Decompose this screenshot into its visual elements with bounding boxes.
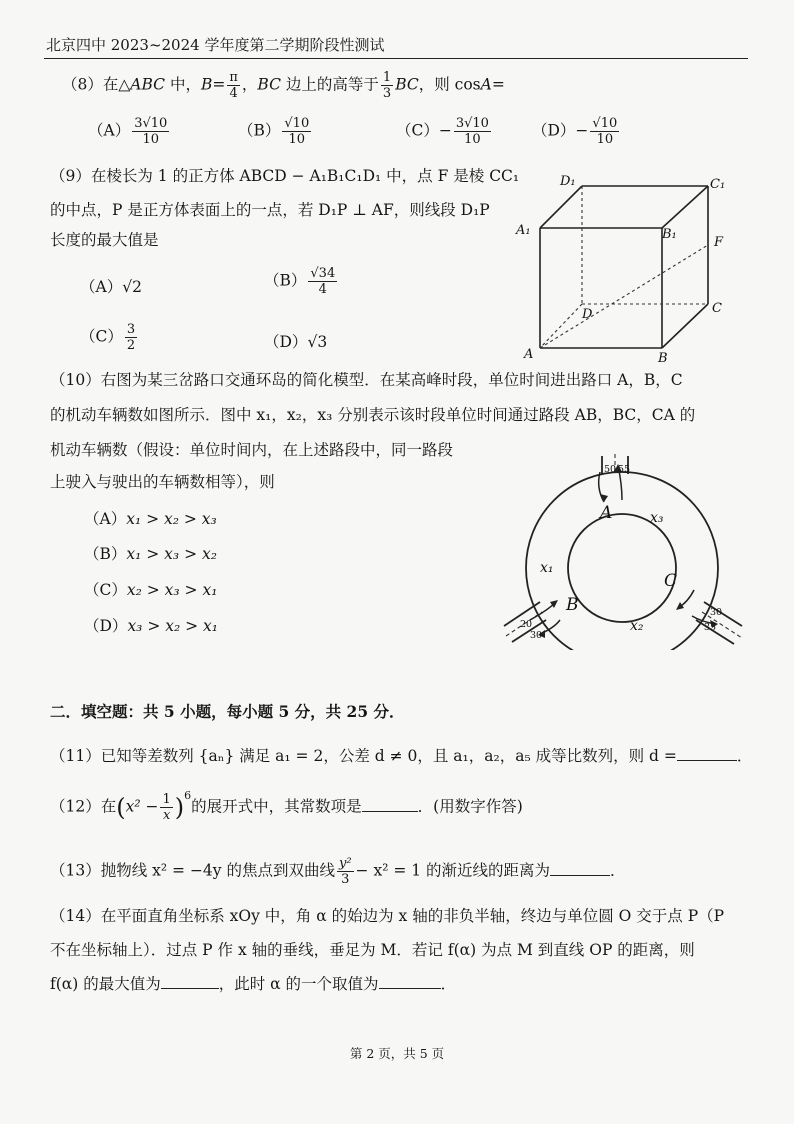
q8-eq2: = [491,75,505,94]
q8-frac-num: π [229,70,238,85]
q10-option-b-label: （B） [84,545,127,563]
q8-eq: = [212,75,226,94]
q8-option-b-den: 10 [288,132,306,147]
cube-label-a: A [524,347,534,362]
q8-option-d-den: 10 [596,132,614,147]
q9-option-c-num: 3 [126,322,136,337]
q10-line4: 上驶入与驶出的车辆数相等），则 [50,473,275,491]
q12-answer-blank[interactable] [362,811,418,812]
roundabout-c-out: 35 [704,622,717,633]
q11-end: ． [736,747,753,765]
q10-option-b[interactable] [84,542,217,564]
q8-option-c-label: （C）− [396,121,452,140]
q12-exponent: 6 [184,789,192,803]
q10-line1: （10）右图为某三岔路口交通环岛的简化模型．在某高峰时段，单位时间进出路口 A，B，C [50,371,683,389]
q8-option-d[interactable] [532,116,621,147]
q8-third-den: 3 [382,86,392,101]
q12-suffix: 的展开式中，其常数项是 [191,797,362,816]
q8-text-mid2: 边上的高等于 [280,75,379,94]
q9-option-c-den: 2 [126,338,136,353]
q10-line2: 的机动车辆数如图所示．图中 x₁，x₂，x₃ 分别表示该时段单位时间通过路段 AB，BC，CA 的 [50,406,696,424]
q8-option-b-num: √10 [284,116,310,131]
header-rule [44,58,748,59]
q14-line2: 不在坐标轴上）．过点 P 作 x 轴的垂线，垂足为 M．若记 f(α) 为点 M 到直线 OP 的距离，则 [50,941,695,959]
q8-option-c-den: 10 [464,132,481,147]
cube-label-c: C [712,301,722,316]
q10-line3: 机动车辆数（假设：单位时间内，在上述路段中，同一路段 [50,441,454,459]
q8-option-c-num: 3√10 [455,116,489,131]
q8-option-d-label: （D）− [532,121,589,140]
q8-var-a: A [480,75,492,94]
q8-option-a[interactable] [88,116,171,147]
q13-frac-num: y² [338,856,352,871]
roundabout-label-c: C [664,571,678,591]
q8-stem [62,70,505,101]
roundabout-b-out: 30 [530,630,543,641]
roundabout-a-in: 50 [604,464,617,475]
q12-stem [50,789,523,823]
roundabout-label-x1: x₁ [540,560,554,576]
q9-option-c[interactable] [80,322,139,353]
page-header-title: 北京四中 2023~2024 学年度第二学期阶段性测试 [46,36,385,54]
q8-frac-den: 4 [229,86,238,101]
q8-option-a-den: 10 [142,132,160,147]
q8-var-b: B [200,75,213,94]
q13-prefix: （13）抛物线 x² = −4y 的焦点到双曲线 [50,861,335,880]
cube-label-b1: B₁ [662,227,677,242]
q9-line3: 长度的最大值是 [50,231,159,249]
q13-end: ． [610,861,626,880]
section-2-title: 二．填空题：共 5 小题，每小题 5 分，共 25 分． [50,702,405,721]
q8-angle-fraction [227,70,240,101]
q9-option-a-value: √2 [122,278,142,296]
q9-option-b-num: √34 [310,266,336,281]
q14-line3-end: ． [440,975,457,993]
q12-end: ．(用数字作答) [417,797,523,816]
q12-frac-den: x [162,808,171,823]
q14-answer-blank-1[interactable] [161,988,219,989]
q12-prefix: （12）在 [50,797,117,816]
q8-var-bc: BC [257,75,281,94]
page-footer: 第 2 页，共 5 页 [349,1046,445,1061]
roundabout-label-b: B [566,595,579,615]
cube-label-d1: D₁ [560,174,576,189]
q8-option-d-value [590,116,619,147]
roundabout-a-out: 55 [618,464,631,475]
roundabout-c-in: 30 [710,607,723,618]
q9-option-c-label: （C） [80,327,123,346]
q8-option-a-label: （A） [88,121,131,140]
q10-option-d[interactable] [84,614,218,636]
q12-x2: x² − [125,797,159,816]
q11-stem [50,746,752,766]
q12-fraction [160,792,172,823]
q14-line1: （14）在平面直角坐标系 xOy 中，角 α 的始边为 x 轴的非负半轴，终边与单位圆 O 交于点 P（P [50,907,725,925]
q8-option-c-value [454,116,491,147]
q9-line2: 的中点，P 是正方体表面上的一点，若 D₁P ⊥ AF，则线段 D₁P [50,201,490,219]
q9-option-b-den: 4 [318,282,327,297]
q8-option-a-num: 3√10 [134,116,168,131]
q12-paren-right: ) [174,793,185,822]
q8-option-c[interactable] [396,116,493,147]
q8-var-bc2: BC [395,75,419,94]
q9-option-a-label: （A） [80,278,123,296]
q8-option-b[interactable] [238,116,313,147]
cube-label-d: D [582,307,593,322]
roundabout-b-in: 20 [520,619,533,630]
q11-text: （11）已知等差数列 {aₙ} 满足 a₁ = 2，公差 d ≠ 0，且 a₁，a₂，a₅ 成等比数列，则 d = [50,747,677,765]
cube-label-b: B [658,351,668,366]
q14-answer-blank-2[interactable] [379,988,441,989]
q8-triangle-abc: ABC [130,75,166,94]
q8-third-fraction [381,70,393,101]
q9-option-b-label: （B） [264,271,307,290]
roundabout-label-x2: x₂ [630,618,644,634]
cube-diagram [512,168,742,368]
q9-option-a[interactable] [80,275,142,297]
q10-option-a-label: （A） [84,510,127,528]
cube-label-c1: C₁ [710,177,726,192]
q8-comma: ， [241,75,258,94]
cube-label-a1: A₁ [516,223,531,238]
q13-frac-den: 3 [341,872,350,887]
q8-third-num: 1 [382,70,392,85]
q10-option-d-label: （D） [84,617,128,635]
q8-option-b-label: （B） [238,121,281,140]
q13-fraction [337,856,354,887]
q9-line1: （9）在棱长为 1 的正方体 ABCD − A₁B₁C₁D₁ 中，点 F 是棱 CC₁ [50,167,520,185]
q14-line3-mid: ，此时 α 的一个取值为 [218,975,379,993]
q9-option-b[interactable] [264,266,339,297]
q12-paren-left: ( [116,793,126,822]
roundabout-label-x3: x₃ [650,510,664,526]
cube-label-f: F [714,235,724,250]
q8-option-d-num: √10 [592,116,618,131]
q12-frac-num: 1 [162,792,171,807]
q13-suffix: − x² = 1 的渐近线的距离为 [355,861,551,880]
q9-option-b-value [308,266,337,297]
q9-option-d-value: √3 [307,333,328,351]
q10-option-a[interactable] [84,507,217,529]
q9-option-d[interactable] [264,330,327,352]
q9-option-c-value [125,322,137,353]
q8-text-end: ，则 cos [418,75,481,94]
q11-answer-blank[interactable] [677,760,737,761]
q10-option-c-label: （C） [84,581,127,599]
q10-option-b-value: x₁ > x₃ > x₂ [126,545,217,563]
q8-option-a-value [132,116,169,147]
q13-stem [50,856,626,887]
roundabout-label-a: A [600,503,613,523]
q14-line3 [50,974,456,994]
q8-text-mid1: 中， [165,75,201,94]
q10-option-c[interactable] [84,578,217,600]
q9-option-d-label: （D） [264,333,308,351]
q10-option-a-value: x₁ > x₂ > x₃ [126,510,217,528]
q10-option-c-value: x₂ > x₃ > x₁ [126,581,218,599]
q13-answer-blank[interactable] [550,875,610,876]
q8-option-b-value [282,116,311,147]
roundabout-diagram [496,452,752,650]
q8-text-prefix: （8）在△ [62,75,131,94]
q14-line3-prefix: f(α) 的最大值为 [50,975,161,993]
q10-option-d-value: x₃ > x₂ > x₁ [127,617,218,635]
